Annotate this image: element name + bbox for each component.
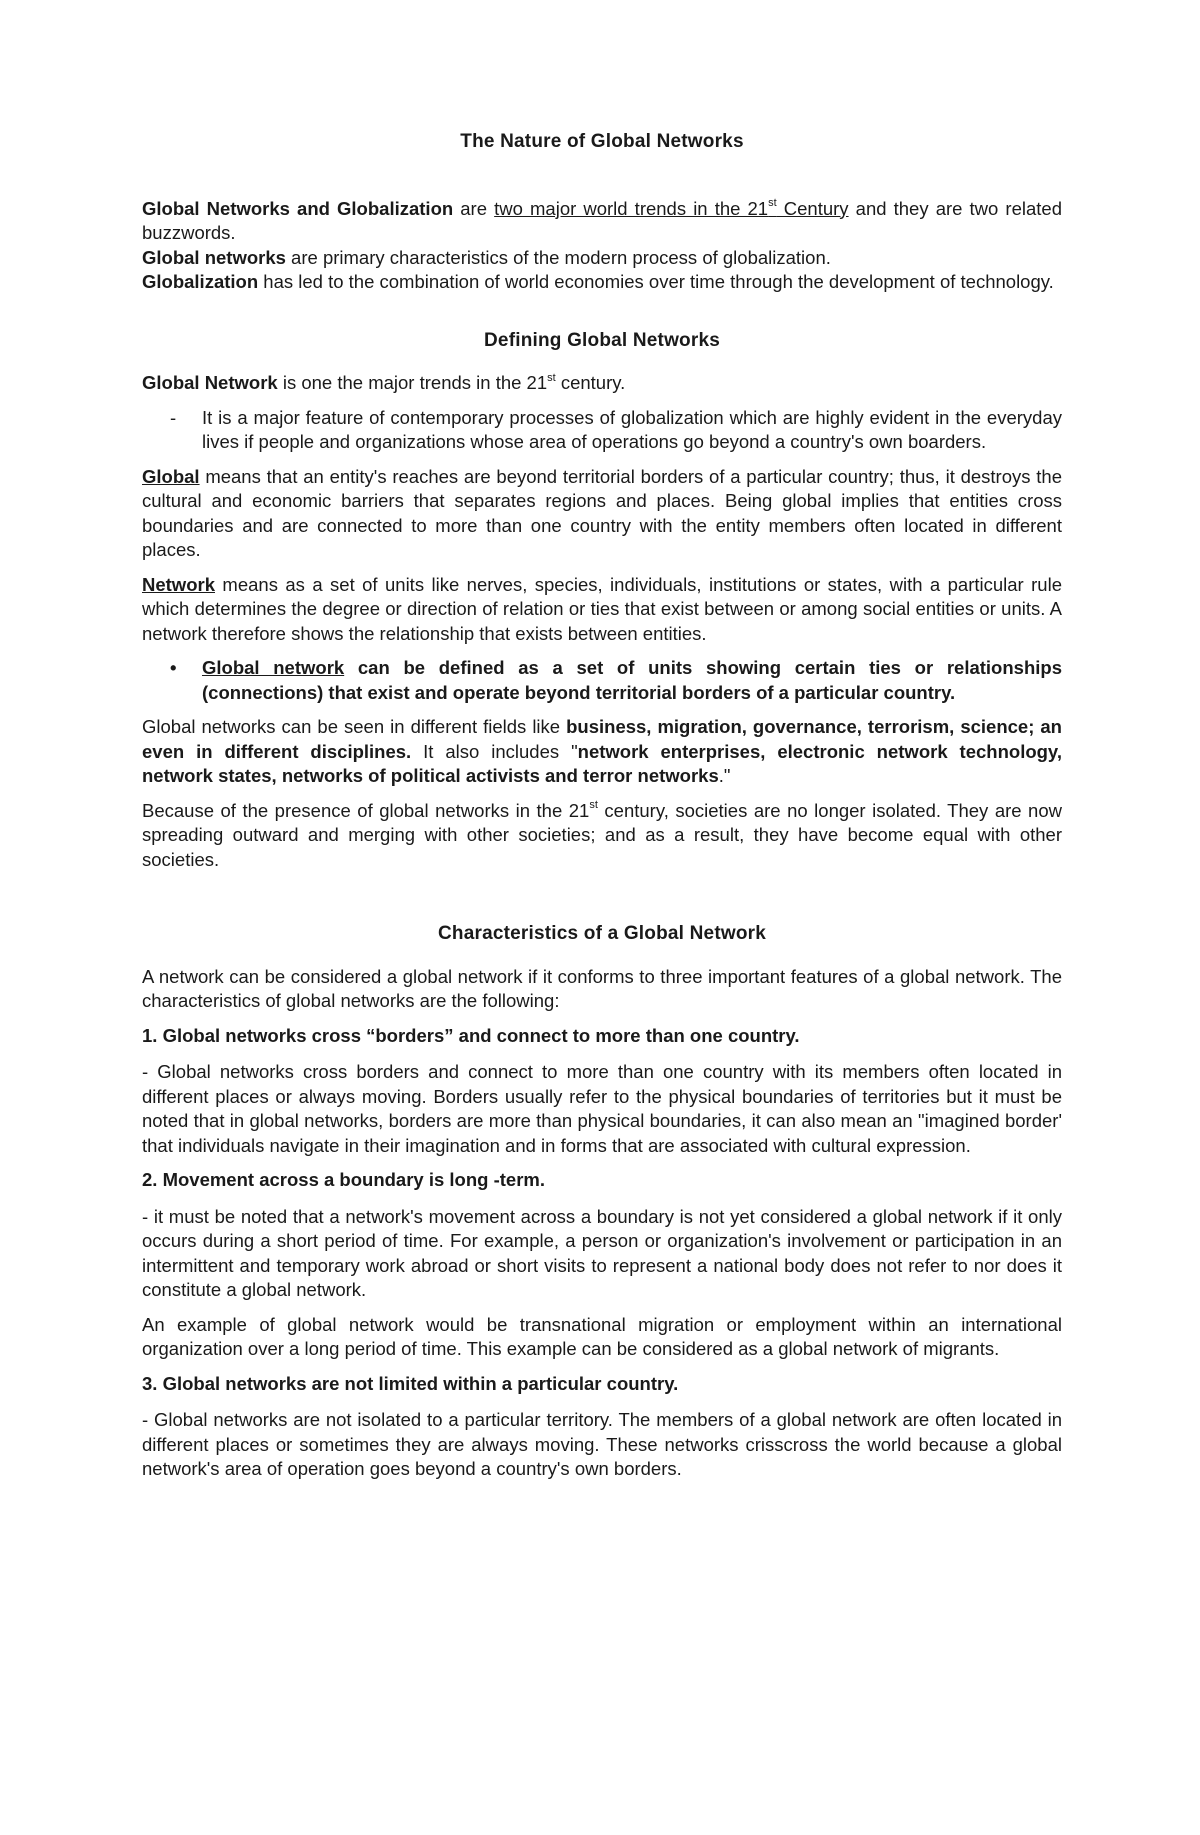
characteristic-2-title: 2. Movement across a boundary is long -term. <box>142 1169 545 1190</box>
term-global-networks: Global networks <box>142 246 286 268</box>
intro-paragraph-2: Global networks are primary characteristics of the modern process of globalization. <box>142 246 831 268</box>
dash-list-item <box>142 406 1062 455</box>
characteristic-1-text: - Global networks cross borders and connect to more than one country with its members often located in different places or always moving. Borders usually refer to the physical boundaries of territories but it must be noted that in global networks, borders are more than physical boundaries, it can also mean an "imagined border' that individuals navigate in their imagination and in forms that are associated with cultural expression. <box>142 1061 1062 1156</box>
term-global: Global <box>142 465 200 487</box>
characteristic-1-title: 1. Global networks cross “borders” and connect to more than one country. <box>142 1024 800 1046</box>
characteristic-3-title: 3. Global networks are not limited within a particular country. <box>142 1372 679 1394</box>
term-global-network: Global Network <box>142 372 278 393</box>
bullet-list-item <box>142 656 1062 705</box>
term-global-network-underlined: Global network <box>202 657 345 678</box>
dash-marker: - <box>170 406 177 428</box>
characteristics-intro: A network can be considered a global network if it conforms to three important features of a global network. The characteristics of global networks are the following: <box>142 965 1062 1011</box>
intro-paragraph-1: Global Networks and Globalization are two major world trends in the 21st Century and they are two related buzzwords. <box>142 197 1062 243</box>
because-paragraph: Because of the presence of global networks in the 21st century, societies are no longer isolated. They are now spreading outward and merging with other societies; and as a result, they have become equal with other societies. <box>142 799 1062 870</box>
fields-paragraph: Global networks can be seen in different fields like business, migration, governance, terrorism, science; an even in different disciplines. It also includes "network enterprises, electronic network technology, network states, networks of political activists and terror networks." <box>142 716 1062 786</box>
intro-paragraph-3: Globalization has led to the combination of world economies over time through the development of technology. <box>142 271 1054 292</box>
characteristic-2-example: An example of global network would be transnational migration or employment within an international organization over a long period of time. This example can be considered as a global network of migrants. <box>142 1313 1062 1359</box>
characteristic-3-text: - Global networks are not isolated to a particular territory. The members of a global network are often located in different places or sometimes they are always moving. These networks crisscross the world because a global network's area of operation goes beyond a country's own borders. <box>142 1409 1062 1479</box>
section-heading-characteristics: Characteristics of a Global Network <box>438 923 766 944</box>
document-page <box>142 130 1062 1492</box>
global-definition-paragraph: Global means that an entity's reaches are beyond territorial borders of a particular country; thus, it destroys the cultural and economic barriers that separates regions and places. Being global implies that entities cross boundaries and are connected to more than one country with the entity members often located in different places. <box>142 465 1062 560</box>
term-globalization: Globalization <box>142 271 259 292</box>
characteristic-2-text: - it must be noted that a network's movement across a boundary is not yet considered a global network if it only occurs during a short period of time. For example, a person or organization's involvement or participation in an intermittent and temporary work abroad or short visits to represent a national body does not refer to nor does it constitute a global network. <box>142 1205 1062 1300</box>
bullet-marker: • <box>170 657 177 678</box>
bullet-list-text: Global network can be defined as a set of units showing certain ties or relationships (connections) that exist and operate beyond territorial borders of a particular country. <box>202 657 1062 703</box>
term-network: Network <box>142 573 215 595</box>
document-title: The Nature of Global Networks <box>460 131 744 152</box>
term-global-networks-and-globalization: Global Networks and Globalization <box>142 197 454 219</box>
underlined-phrase: two major world trends in the 21st Century <box>494 197 849 219</box>
section-heading-defining: Defining Global Networks <box>484 329 720 351</box>
dash-list-text: It is a major feature of contemporary processes of globalization which are highly evident in the everyday lives if people and organizations whose area of operations go beyond a country's own boarders. <box>202 406 1062 452</box>
defining-paragraph-1: Global Network is one the major trends in the 21st century. <box>142 371 626 393</box>
network-definition-paragraph: Network means as a set of units like nerves, species, individuals, institutions or states, with a particular rule which determines the degree or direction of relation or ties that exist between or among social entities or units. A network therefore shows the relationship that exists between entities. <box>142 573 1062 644</box>
